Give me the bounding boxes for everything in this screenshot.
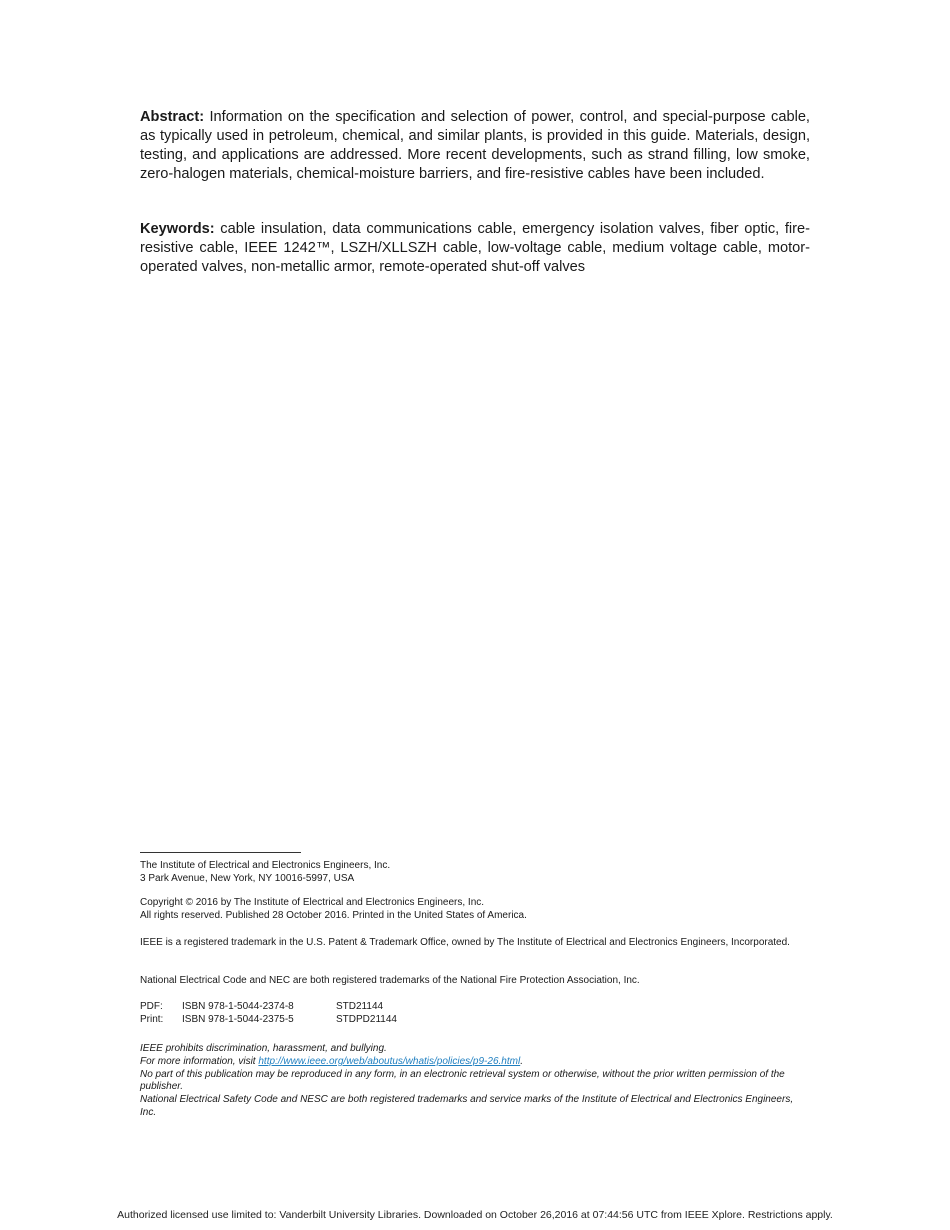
prohibits-notice: IEEE prohibits discrimination, harassment, and bullying. (140, 1043, 387, 1054)
more-info-suffix: . (520, 1055, 523, 1067)
isbn-number: ISBN 978-1-5044-2374-8 (182, 1001, 294, 1012)
abstract-text: Information on the specification and selection of power, control, and special-purpose cable, as typically used in petroleum, chemical, and similar plants, is provided in this guide. Materials, design, testing, and applications are addressed. More recent developments, such as strand filling, low smoke, zero-halogen materials, chemical-moisture barriers, and fire-resistive cables have been included. (140, 109, 810, 182)
policy-notices (140, 1043, 810, 1120)
publisher-address: 3 Park Avenue, New York, NY 10016-5997, USA (140, 872, 355, 884)
nesc-notice: National Electrical Safety Code and NESC are both registered trademarks and service marks of the Institute of Electrical and Electronics Engineers, Inc. (140, 1094, 794, 1118)
nec-trademark-notice: National Electrical Code and NEC are both registered trademarks of the National Fire Protection Association, Inc. (140, 975, 640, 986)
license-footer: Authorized licensed use limited to: Vanderbilt University Libraries. Downloaded on October 26,2016 at 07:44:56 UTC from IEEE Xplore. Restrictions apply. (117, 1209, 833, 1221)
copyright-line: Copyright © 2016 by The Institute of Electrical and Electronics Engineers, Inc. (140, 897, 485, 908)
more-info-line (140, 1056, 810, 1069)
publisher-name: The Institute of Electrical and Electronics Engineers, Inc. (140, 860, 391, 871)
policy-link[interactable]: http://www.ieee.org/web/aboutus/whatis/policies/p9-26.html (258, 1055, 521, 1067)
isbn-format: PDF: (140, 1001, 163, 1012)
keywords-label: Keywords: (140, 221, 215, 237)
isbn-code: STD21144 (336, 1001, 384, 1012)
copyright-info (140, 897, 810, 923)
reproduction-notice: No part of this publication may be reproduced in any form, in an electronic retrieval system or otherwise, without the prior written permission of the publisher. (140, 1068, 785, 1093)
ieee-trademark-notice: IEEE is a registered trademark in the U.S. Patent & Trademark Office, owned by The Institute of Electrical and Electronics Engineers, Incorporated. (140, 937, 790, 948)
keywords-paragraph (140, 220, 810, 277)
isbn-row-pdf (140, 1001, 810, 1014)
isbn-number: ISBN 978-1-5044-2375-5 (182, 1013, 294, 1025)
rights-line: All rights reserved. Published 28 October 2016. Printed in the United States of America. (140, 909, 527, 921)
publisher-info (140, 860, 810, 886)
abstract-paragraph (140, 108, 810, 184)
isbn-format: Print: (140, 1013, 164, 1025)
isbn-list (140, 1001, 810, 1027)
footnote-divider (140, 852, 301, 853)
abstract-label: Abstract: (140, 109, 205, 125)
isbn-code: STDPD21144 (336, 1013, 397, 1025)
isbn-row-print (140, 1014, 810, 1027)
more-info-prefix: For more information, visit (140, 1055, 259, 1067)
keywords-text: cable insulation, data communications cable, emergency isolation valves, fiber optic, fire-resistive cable, IEEE 1242™, LSZH/XLLSZH cable, low-voltage cable, medium voltage cable, motor-operated valves, non-metallic armor, remote-operated shut-off valves (140, 221, 811, 275)
